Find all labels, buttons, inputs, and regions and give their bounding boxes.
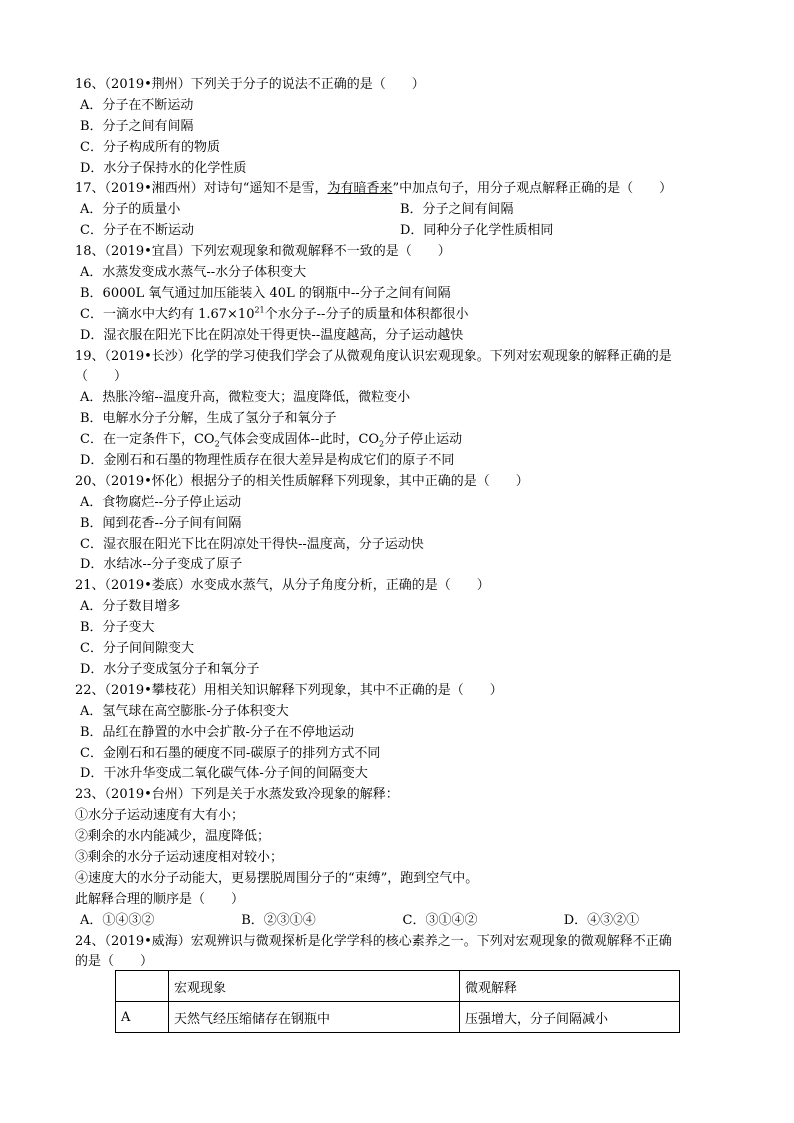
option: C．在一定条件下，$CO_2$气体会变成固体--此时，$CO_2$分子停止运动 xyxy=(80,432,463,449)
option: C．分子间间隙变大 xyxy=(80,641,194,657)
option-row: A．①④③② B．②③①④ C．③①④② D．④③②① xyxy=(80,912,640,928)
question-22-stem: 22、（2019•攀枝花）用相关知识解释下列现象，其中不正确的是（ ） xyxy=(75,682,503,698)
option: B．品红在静置的水中会扩散-分子在不停地运动 xyxy=(80,724,354,740)
question-17-stem: 17、（2019•湘西州）对诗句“遥知不是雪，为有暗香来”中加点句子，用分子观点解释正确的是（ ） xyxy=(75,181,673,197)
question-18-stem: 18、（2019•宜昌）下列宏观现象和微观解释不一致的是（ ） xyxy=(75,244,451,260)
option: C．湿衣服在阳光下比在阴凉处干得快--温度高，分子运动快 xyxy=(80,536,424,552)
option: B．分子之间有间隔 xyxy=(80,118,194,134)
list-item: ②剩余的水内能减少，温度降低； xyxy=(75,829,271,845)
question-23-prompt: 此解释合理的顺序是（ ） xyxy=(75,891,245,907)
option: B．电解水分子分解，生成了氢分子和氧分子 xyxy=(80,411,337,427)
option: D．干冰升华变成二氧化碳气体-分子间的间隔变大 xyxy=(80,766,368,782)
answer-table xyxy=(115,970,680,1033)
table-cell: 天然气经压缩储存在钢瓶中 xyxy=(169,1002,460,1033)
option: A．热胀冷缩--温度升高，微粒变大；温度降低，微粒变小 xyxy=(80,390,411,406)
option: A．分子在不断运动 xyxy=(80,97,194,113)
question-sheet xyxy=(75,75,725,973)
option: A．食物腐烂--分子停止运动 xyxy=(80,494,242,510)
option: D．水分子变成氢分子和氧分子 xyxy=(80,661,260,677)
option: D．金刚石和石墨的物理性质存在很大差异是构成它们的原子不同 xyxy=(80,453,455,469)
option: A．水蒸发变成水蒸气--水分子体积变大 xyxy=(80,265,307,281)
question-21-stem: 21、（2019•娄底）水变成水蒸气，从分子角度分析，正确的是（ ） xyxy=(75,578,490,594)
question-16-stem: 16、（2019•荆州）下列关于分子的说法不正确的是（ ） xyxy=(75,77,425,92)
table-header-cell: 微观解释 xyxy=(460,971,680,1002)
question-19-stem-cont: （ ） xyxy=(75,369,128,385)
option: C．金刚石和石墨的硬度不同-碳原子的排列方式不同 xyxy=(80,745,381,761)
option: D．湿衣服在阳光下比在阴凉处干得更快--温度越高，分子运动越快 xyxy=(80,327,464,343)
option: B．闻到花香--分子间有间隔 xyxy=(80,515,242,531)
option: A．分子数目增多 xyxy=(80,599,181,615)
question-20-stem: 20、（2019•怀化）根据分子的相关性质解释下列现象，其中正确的是（ ） xyxy=(75,473,529,489)
option: B．6000L 氧气通过加压能装入 40L 的钢瓶中--分子之间有间隔 xyxy=(80,285,451,301)
question-24-stem-cont: 的是（ ） xyxy=(75,954,154,970)
question-19-stem: 19、（2019•长沙）化学的学习使我们学会了从微观角度认识宏观现象。下列对宏观现象的解释正确的是 xyxy=(75,348,672,364)
list-item: ③剩余的水分子运动速度相对较小； xyxy=(75,849,284,865)
question-24-stem: 24、（2019•威海）宏观辨识与微观探析是化学学科的核心素养之一。下列对宏观现象的微观解释不正确 xyxy=(75,933,672,949)
option: C．分子构成所有的物质 xyxy=(80,139,220,155)
table-cell: 压强增大，分子间隔减小 xyxy=(460,1002,680,1033)
option: B．分子变大 xyxy=(80,620,155,636)
option: A．氢气球在高空膨胀-分子体积变大 xyxy=(80,703,289,719)
underlined-phrase: 为有暗香来 xyxy=(327,181,393,197)
table-row xyxy=(116,1002,680,1033)
table-header-cell: 宏观现象 xyxy=(169,971,460,1002)
option-row: A．分子的质量小 B．分子之间有间隔 xyxy=(80,202,514,218)
list-item: ④速度大的水分子动能大，更易摆脱周围分子的“束缚”，跑到空气中。 xyxy=(75,870,479,886)
option: D．水分子保持水的化学性质 xyxy=(80,160,247,176)
option: D．水结冰--分子变成了原子 xyxy=(80,557,243,573)
option-row: C．分子在不断运动 D．同种分子化学性质相同 xyxy=(80,223,554,239)
list-item: ①水分子运动速度有大有小； xyxy=(75,808,245,824)
table-header-row xyxy=(116,971,680,1002)
table-header-cell xyxy=(116,971,169,1002)
question-23-stem: 23、（2019•台州）下列是关于水蒸发致冷现象的解释： xyxy=(75,787,399,803)
table-cell: A xyxy=(116,1002,169,1033)
option: C．一滴水中大约有 $1.67\times 10^{21}$个水分子--分子的质量和体积都很小 xyxy=(80,305,469,322)
